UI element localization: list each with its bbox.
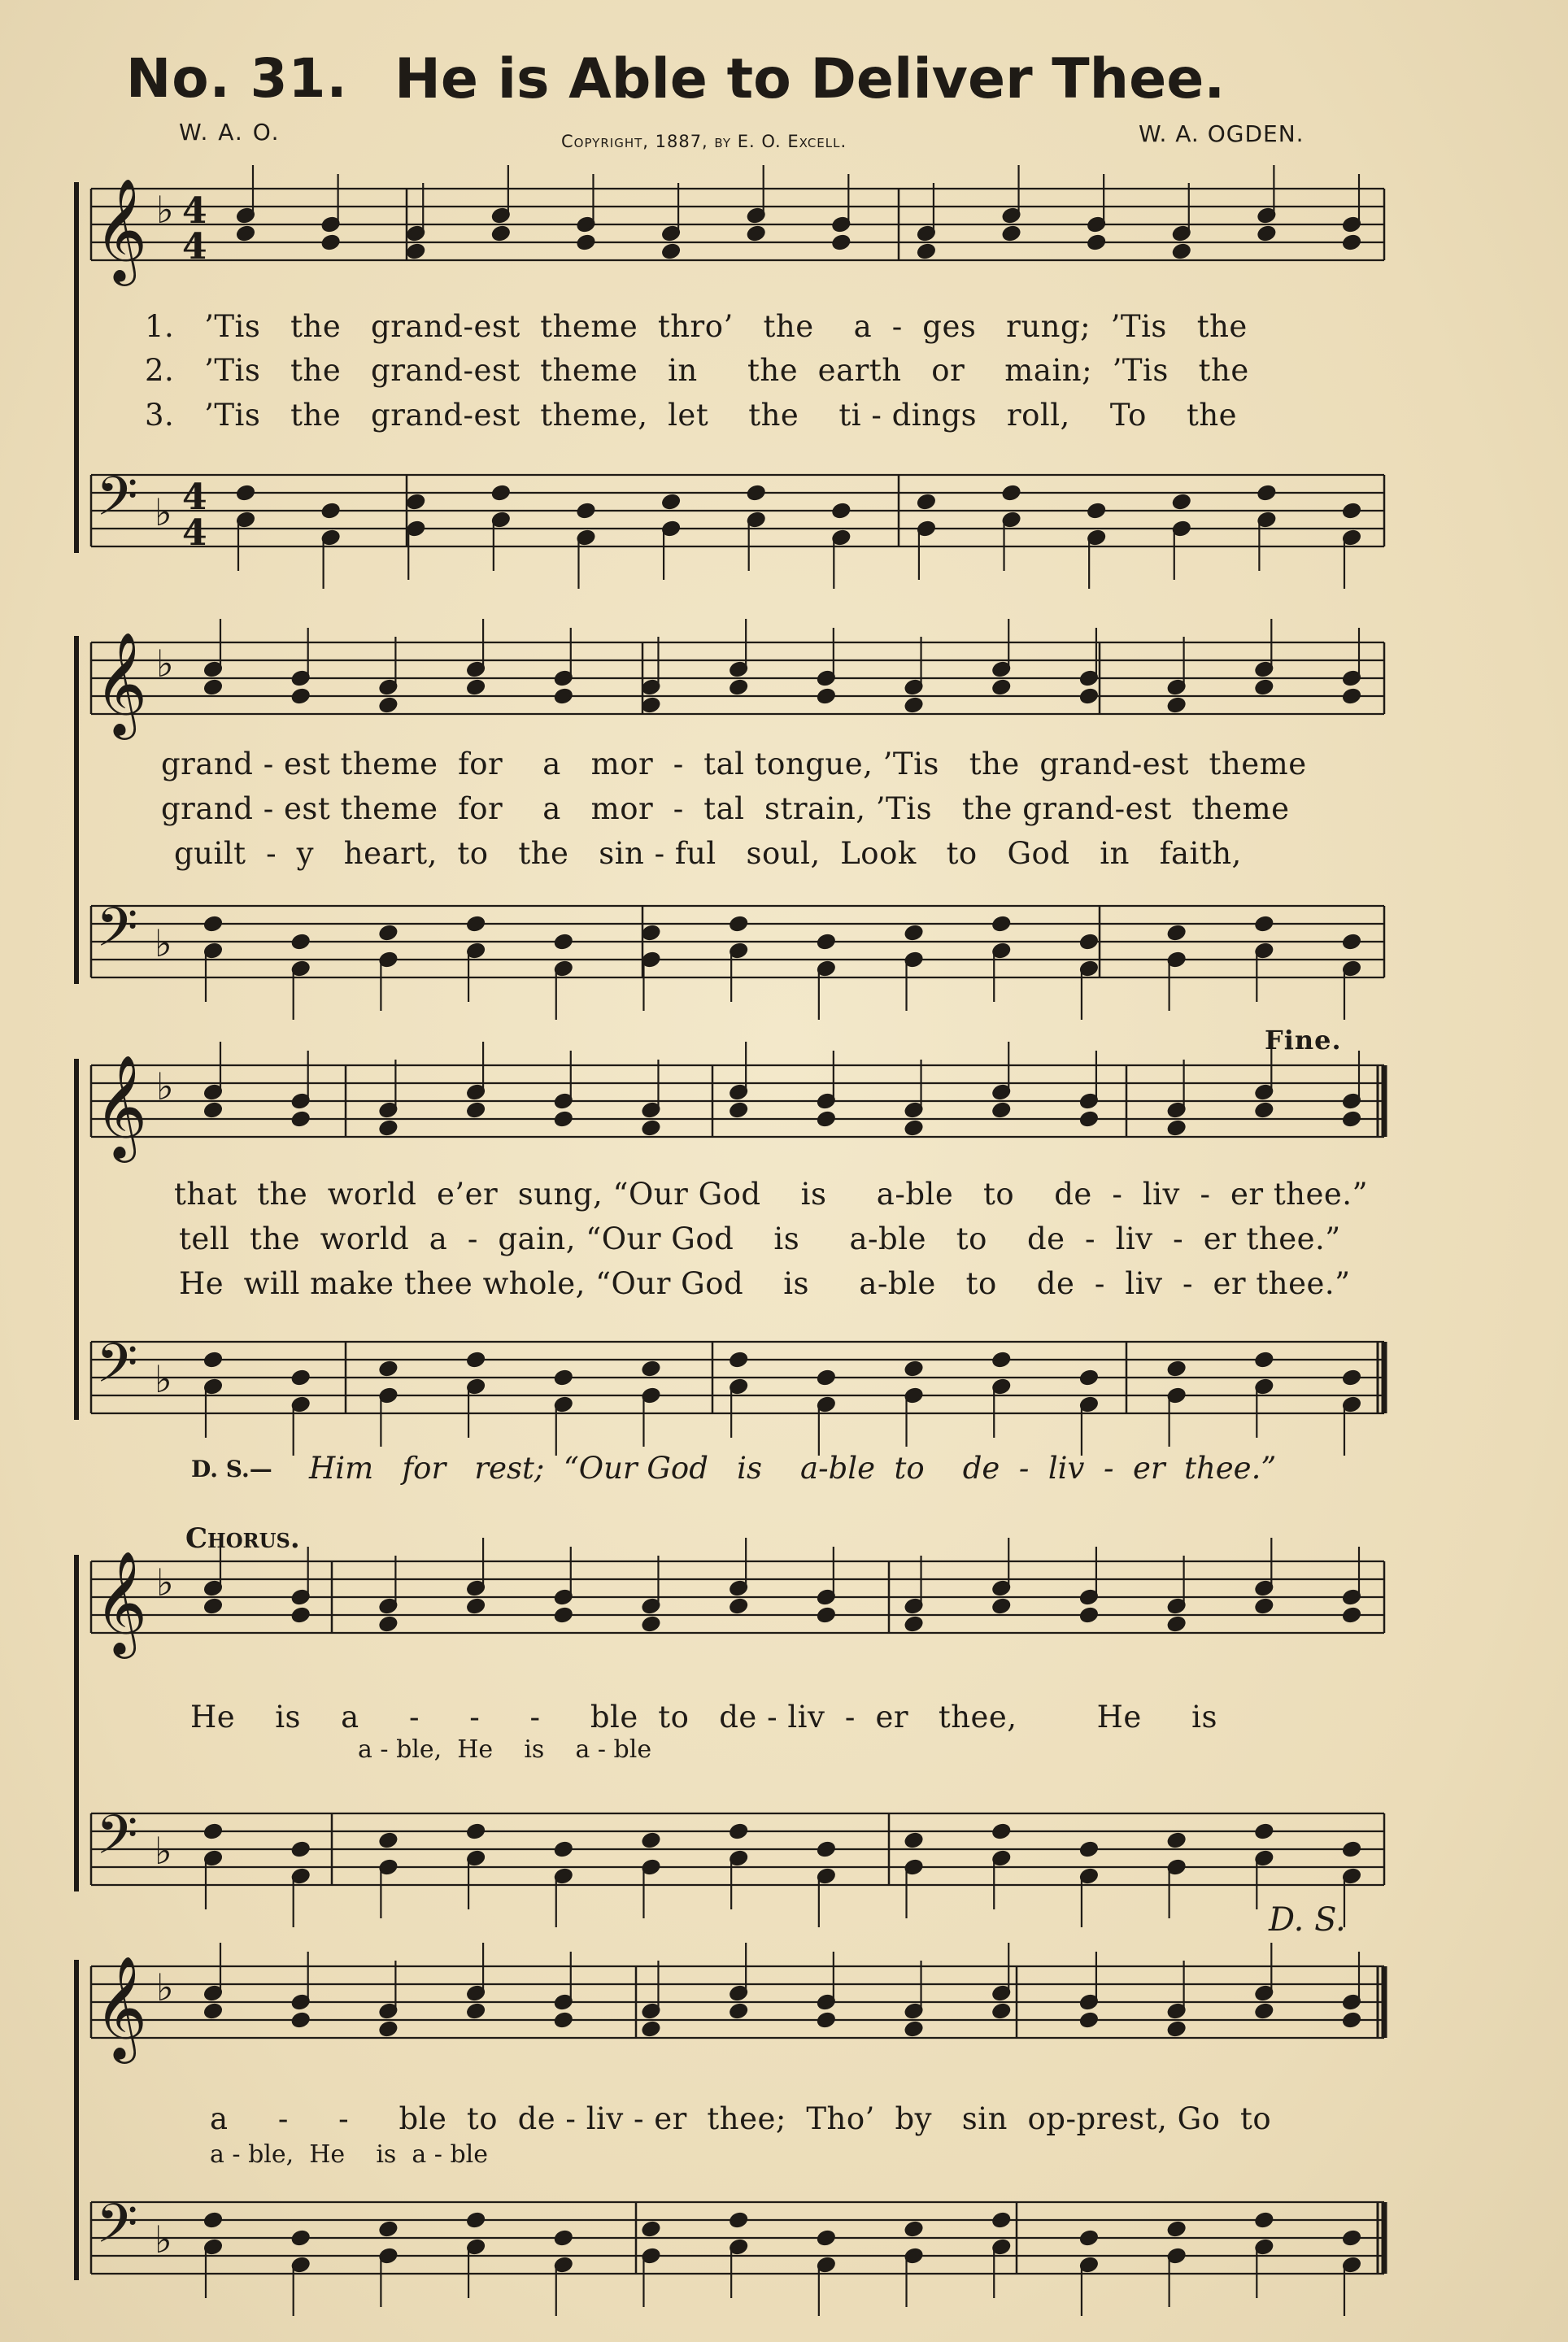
note-head (203, 1352, 223, 1369)
note-head (991, 916, 1011, 933)
note-head (203, 2003, 223, 2020)
note-head (661, 243, 681, 260)
note-head (291, 1369, 311, 1386)
bass-clef-icon: 𝄢 (96, 1804, 138, 1879)
time-signature-top: 4 (182, 190, 207, 232)
note-head (817, 1841, 836, 1858)
note-head (466, 916, 486, 933)
lyric-s2-verse1: grand - est theme for a mor - tal tongue, ’Tis the grand-est theme (161, 747, 1307, 781)
note-head (554, 1111, 573, 1128)
lyric-s1-verse1: 1. ’Tis the grand-est theme thro’ the a - ges rung; ’Tis the (145, 309, 1248, 344)
note-head (904, 1120, 924, 1137)
note-head (1167, 1120, 1187, 1137)
note-head (1254, 679, 1274, 696)
note-head (378, 2221, 398, 2238)
flat-icon: ♭ (155, 2218, 172, 2261)
music-author: W. A. OGDEN. (1139, 120, 1304, 147)
treble-clef-icon: 𝄞 (94, 177, 148, 281)
note-head (291, 2012, 311, 2029)
fine-marking: Fine. (1265, 1025, 1342, 1056)
note-head (641, 925, 660, 942)
note-head (917, 243, 936, 260)
note-head (1002, 485, 1021, 502)
note-head (378, 1120, 398, 1137)
note-head (291, 934, 311, 951)
lyric-s3-verse3: He will make thee whole, “Our God is a-ble to de - liv - er thee.” (179, 1266, 1351, 1301)
note-head (817, 1369, 836, 1386)
note-head (406, 243, 425, 260)
note-head (236, 225, 255, 242)
note-head (291, 1607, 311, 1624)
note-head (904, 1616, 924, 1633)
note-head (554, 934, 573, 951)
treble-clef-icon: 𝄞 (94, 631, 148, 735)
note-head (1172, 494, 1191, 511)
flat-icon: ♭ (156, 642, 174, 686)
lyric-s3-verse2: tell the world a - gain, “Our God is a-ble to de - liv - er thee.” (179, 1221, 1341, 1256)
note-head (491, 225, 511, 242)
note-head (554, 688, 573, 705)
note-head (1002, 225, 1021, 242)
note-head (378, 1360, 398, 1378)
note-head (1254, 1598, 1274, 1615)
flat-icon: ♭ (156, 1965, 174, 2009)
note-head (236, 485, 255, 502)
note-head (1342, 234, 1361, 251)
note-head (817, 934, 836, 951)
flat-icon: ♭ (156, 1561, 174, 1604)
note-head (1254, 2212, 1274, 2229)
note-head (641, 2021, 660, 2038)
note-head (466, 1102, 486, 1119)
note-head (904, 925, 924, 942)
bass-clef-icon: 𝄢 (96, 1332, 138, 1408)
note-head (466, 679, 486, 696)
note-head (661, 494, 681, 511)
note-head (729, 679, 748, 696)
note-head (729, 1823, 748, 1840)
note-head (1167, 2021, 1187, 2038)
note-head (817, 688, 836, 705)
note-head (466, 2003, 486, 2020)
flat-icon: ♭ (155, 1829, 172, 1873)
note-head (1254, 1102, 1274, 1119)
note-head (378, 925, 398, 942)
note-head (1257, 225, 1276, 242)
note-head (291, 1841, 311, 1858)
treble-clef-icon: 𝄞 (94, 1550, 148, 1654)
note-head (831, 234, 851, 251)
note-head (1167, 1832, 1187, 1849)
note-head (1342, 688, 1361, 705)
ds-label: D. S.— (191, 1456, 272, 1482)
note-head (576, 234, 595, 251)
hymn-title: He is Able to Deliver Thee. (394, 47, 1226, 111)
note-head (817, 2230, 836, 2247)
note-head (831, 503, 851, 520)
note-head (1079, 688, 1099, 705)
note-head (1342, 2012, 1361, 2029)
chorus-label: Chorus. (185, 1522, 300, 1555)
bass-clef-icon: 𝄢 (96, 2192, 138, 2268)
note-head (747, 225, 766, 242)
note-head (554, 2012, 573, 2029)
note-head (203, 679, 223, 696)
note-head (1167, 697, 1187, 714)
note-head (466, 1598, 486, 1615)
note-head (406, 494, 425, 511)
note-head (1167, 1616, 1187, 1633)
note-head (1254, 2003, 1274, 2020)
note-head (291, 1111, 311, 1128)
ds-marking: D. S. (1269, 1901, 1346, 1939)
note-head (641, 697, 660, 714)
note-head (1087, 503, 1106, 520)
note-head (203, 1823, 223, 1840)
note-head (641, 1360, 660, 1378)
chorus-line2: a - - ble to de - liv - er thee; Tho’ by sin op-prest, Go to (210, 2101, 1272, 2136)
flat-icon: ♭ (155, 1357, 172, 1401)
time-signature-bottom: 4 (182, 226, 207, 268)
lyric-s1-verse3: 3. ’Tis the grand-est theme, let the ti - dings roll, To the (145, 398, 1238, 433)
note-head (729, 1102, 748, 1119)
note-head (1079, 1111, 1099, 1128)
hymn-number: No. 31. (126, 47, 348, 110)
note-head (576, 503, 595, 520)
note-head (554, 1841, 573, 1858)
note-head (1079, 1841, 1099, 1858)
note-head (991, 2003, 1011, 2020)
note-head (904, 1360, 924, 1378)
note-head (729, 1352, 748, 1369)
note-head (991, 1598, 1011, 1615)
flat-icon: ♭ (156, 1064, 174, 1108)
lyric-s2-verse2: grand - est theme for a mor - tal strain, ’Tis the grand-est theme (161, 791, 1290, 826)
note-head (1342, 2230, 1361, 2247)
note-head (554, 2230, 573, 2247)
time-signature-bottom: 4 (182, 512, 207, 554)
note-head (729, 916, 748, 933)
note-head (991, 1352, 1011, 1369)
note-head (1167, 925, 1187, 942)
note-head (466, 1352, 486, 1369)
note-head (1167, 2221, 1187, 2238)
note-head (321, 503, 341, 520)
chorus-line1: He is a - - - ble to de - liv - er thee, He is (190, 1700, 1217, 1735)
note-head (729, 1598, 748, 1615)
flat-icon: ♭ (155, 921, 172, 965)
note-head (641, 2221, 660, 2238)
note-head (203, 1598, 223, 1615)
note-head (1254, 916, 1274, 933)
note-head (203, 2212, 223, 2229)
note-head (1079, 1607, 1099, 1624)
note-head (991, 1102, 1011, 1119)
note-head (466, 1823, 486, 1840)
note-head (991, 2212, 1011, 2229)
note-head (991, 679, 1011, 696)
note-head (1342, 503, 1361, 520)
note-head (1079, 2230, 1099, 2247)
note-head (817, 2012, 836, 2029)
flat-icon: ♭ (156, 188, 174, 232)
note-head (378, 2021, 398, 2038)
note-head (378, 1832, 398, 1849)
note-head (1254, 1823, 1274, 1840)
note-head (321, 234, 341, 251)
lyric-s1-verse2: 2. ’Tis the grand-est theme in the earth or main; ’Tis the (145, 353, 1249, 388)
note-head (466, 2212, 486, 2229)
note-head (1079, 1369, 1099, 1386)
bass-clef-icon: 𝄢 (96, 896, 138, 972)
bass-clef-icon: 𝄢 (96, 465, 138, 541)
chorus-line1-alto: a - ble, He is a - ble (358, 1735, 652, 1764)
note-head (991, 1823, 1011, 1840)
lyric-s3-verse1: that the world e’er sung, “Our God is a-ble to de - liv - er thee.” (174, 1177, 1368, 1212)
note-head (1257, 485, 1276, 502)
note-head (1254, 1352, 1274, 1369)
note-head (904, 1832, 924, 1849)
note-head (641, 1616, 660, 1633)
time-signature-top: 4 (182, 477, 207, 518)
treble-clef-icon: 𝄞 (94, 1955, 148, 2059)
note-head (729, 2212, 748, 2229)
note-head (1342, 1369, 1361, 1386)
note-head (491, 485, 511, 502)
note-head (1087, 234, 1106, 251)
note-head (203, 916, 223, 933)
note-head (904, 2021, 924, 2038)
note-head (378, 697, 398, 714)
note-head (203, 1102, 223, 1119)
note-head (641, 1832, 660, 1849)
note-head (917, 494, 936, 511)
note-head (378, 1616, 398, 1633)
note-head (1167, 1360, 1187, 1378)
note-head (1172, 243, 1191, 260)
copyright-notice: Copyright, 1887, by E. O. Excell. (561, 132, 847, 151)
note-head (1342, 1111, 1361, 1128)
note-head (817, 1607, 836, 1624)
note-head (817, 1111, 836, 1128)
note-head (1342, 1841, 1361, 1858)
note-head (729, 2003, 748, 2020)
note-head (747, 485, 766, 502)
lyric-s2-verse3: guilt - y heart, to the sin - ful soul, Look to God in faith, (174, 836, 1242, 871)
ds-lyric-line: Him for rest; “Our God is a-ble to de - liv - er thee.” (309, 1451, 1277, 1486)
note-head (291, 2230, 311, 2247)
chorus-line2-alto: a - ble, He is a - ble (210, 2140, 489, 2169)
note-head (1079, 934, 1099, 951)
flat-icon: ♭ (155, 490, 172, 534)
note-head (641, 1120, 660, 1137)
words-author: W. A. O. (179, 119, 281, 146)
note-head (1079, 2012, 1099, 2029)
note-head (1342, 1607, 1361, 1624)
note-head (1342, 934, 1361, 951)
note-head (904, 2221, 924, 2238)
note-head (554, 1607, 573, 1624)
note-head (904, 697, 924, 714)
note-head (291, 688, 311, 705)
treble-clef-icon: 𝄞 (94, 1054, 148, 1158)
note-head (554, 1369, 573, 1386)
